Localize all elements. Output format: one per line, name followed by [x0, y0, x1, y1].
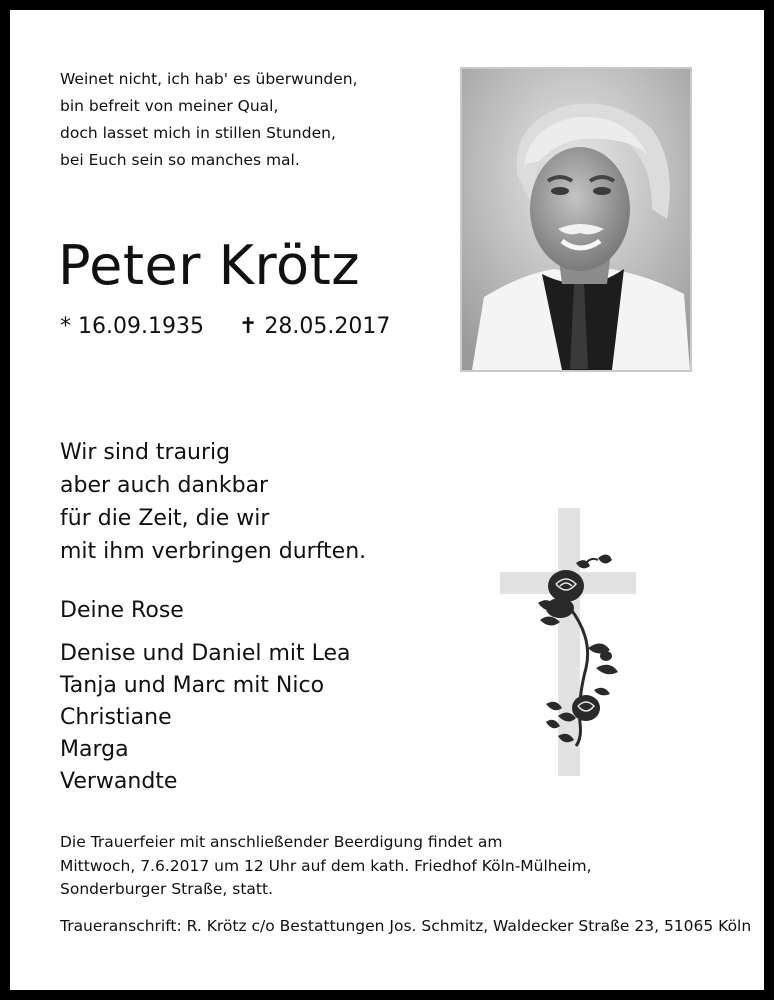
- poem-line: doch lasset mich in stillen Stunden,: [60, 124, 336, 142]
- funeral-info-line: Mittwoch, 7.6.2017 um 12 Uhr auf dem kath. Friedhof Köln-Mülheim,: [60, 856, 592, 875]
- funeral-info: [60, 831, 592, 902]
- mourning-address: Traueranschrift: R. Krötz c/o Bestattungen Jos. Schmitz, Waldecker Straße 23, 51065 Köln: [60, 917, 752, 935]
- mourners-list: [60, 638, 351, 798]
- poem-line: bin befreit von meiner Qual,: [60, 97, 279, 115]
- mourner-item: Denise und Daniel mit Lea: [60, 641, 351, 666]
- poem-line: bei Euch sein so manches mal.: [60, 151, 300, 169]
- portrait-photo: [460, 67, 692, 372]
- mourner-item: Verwandte: [60, 769, 178, 794]
- death-date-group: [239, 314, 390, 339]
- mourner-item: Christiane: [60, 705, 172, 730]
- life-dates: [60, 312, 390, 342]
- gratitude-line: mit ihm verbringen durften.: [60, 539, 367, 564]
- gratitude-line: aber auch dankbar: [60, 473, 269, 498]
- portrait-image: [462, 69, 690, 370]
- poem-line: Weinet nicht, ich hab' es überwunden,: [60, 70, 358, 88]
- obituary-page: [10, 10, 764, 990]
- mourner-primary: Deine Rose: [60, 598, 184, 623]
- mourner-item: Tanja und Marc mit Nico: [60, 673, 325, 698]
- gratitude-line: Wir sind traurig: [60, 440, 231, 465]
- deceased-name: Peter Krötz: [58, 234, 361, 297]
- gratitude-text: [60, 436, 366, 568]
- cross-with-roses-icon: [498, 508, 638, 778]
- gratitude-line: für die Zeit, die wir: [60, 506, 270, 531]
- death-cross-icon: ✝: [238, 314, 258, 339]
- funeral-info-line: Die Trauerfeier mit anschließender Beerdigung findet am: [60, 833, 503, 851]
- death-date: 28.05.2017: [264, 314, 391, 339]
- funeral-info-line: Sonderburger Straße, statt.: [60, 880, 274, 898]
- mourner-item: Marga: [60, 737, 129, 762]
- poem: [60, 66, 358, 174]
- birth-date: * 16.09.1935: [60, 314, 204, 339]
